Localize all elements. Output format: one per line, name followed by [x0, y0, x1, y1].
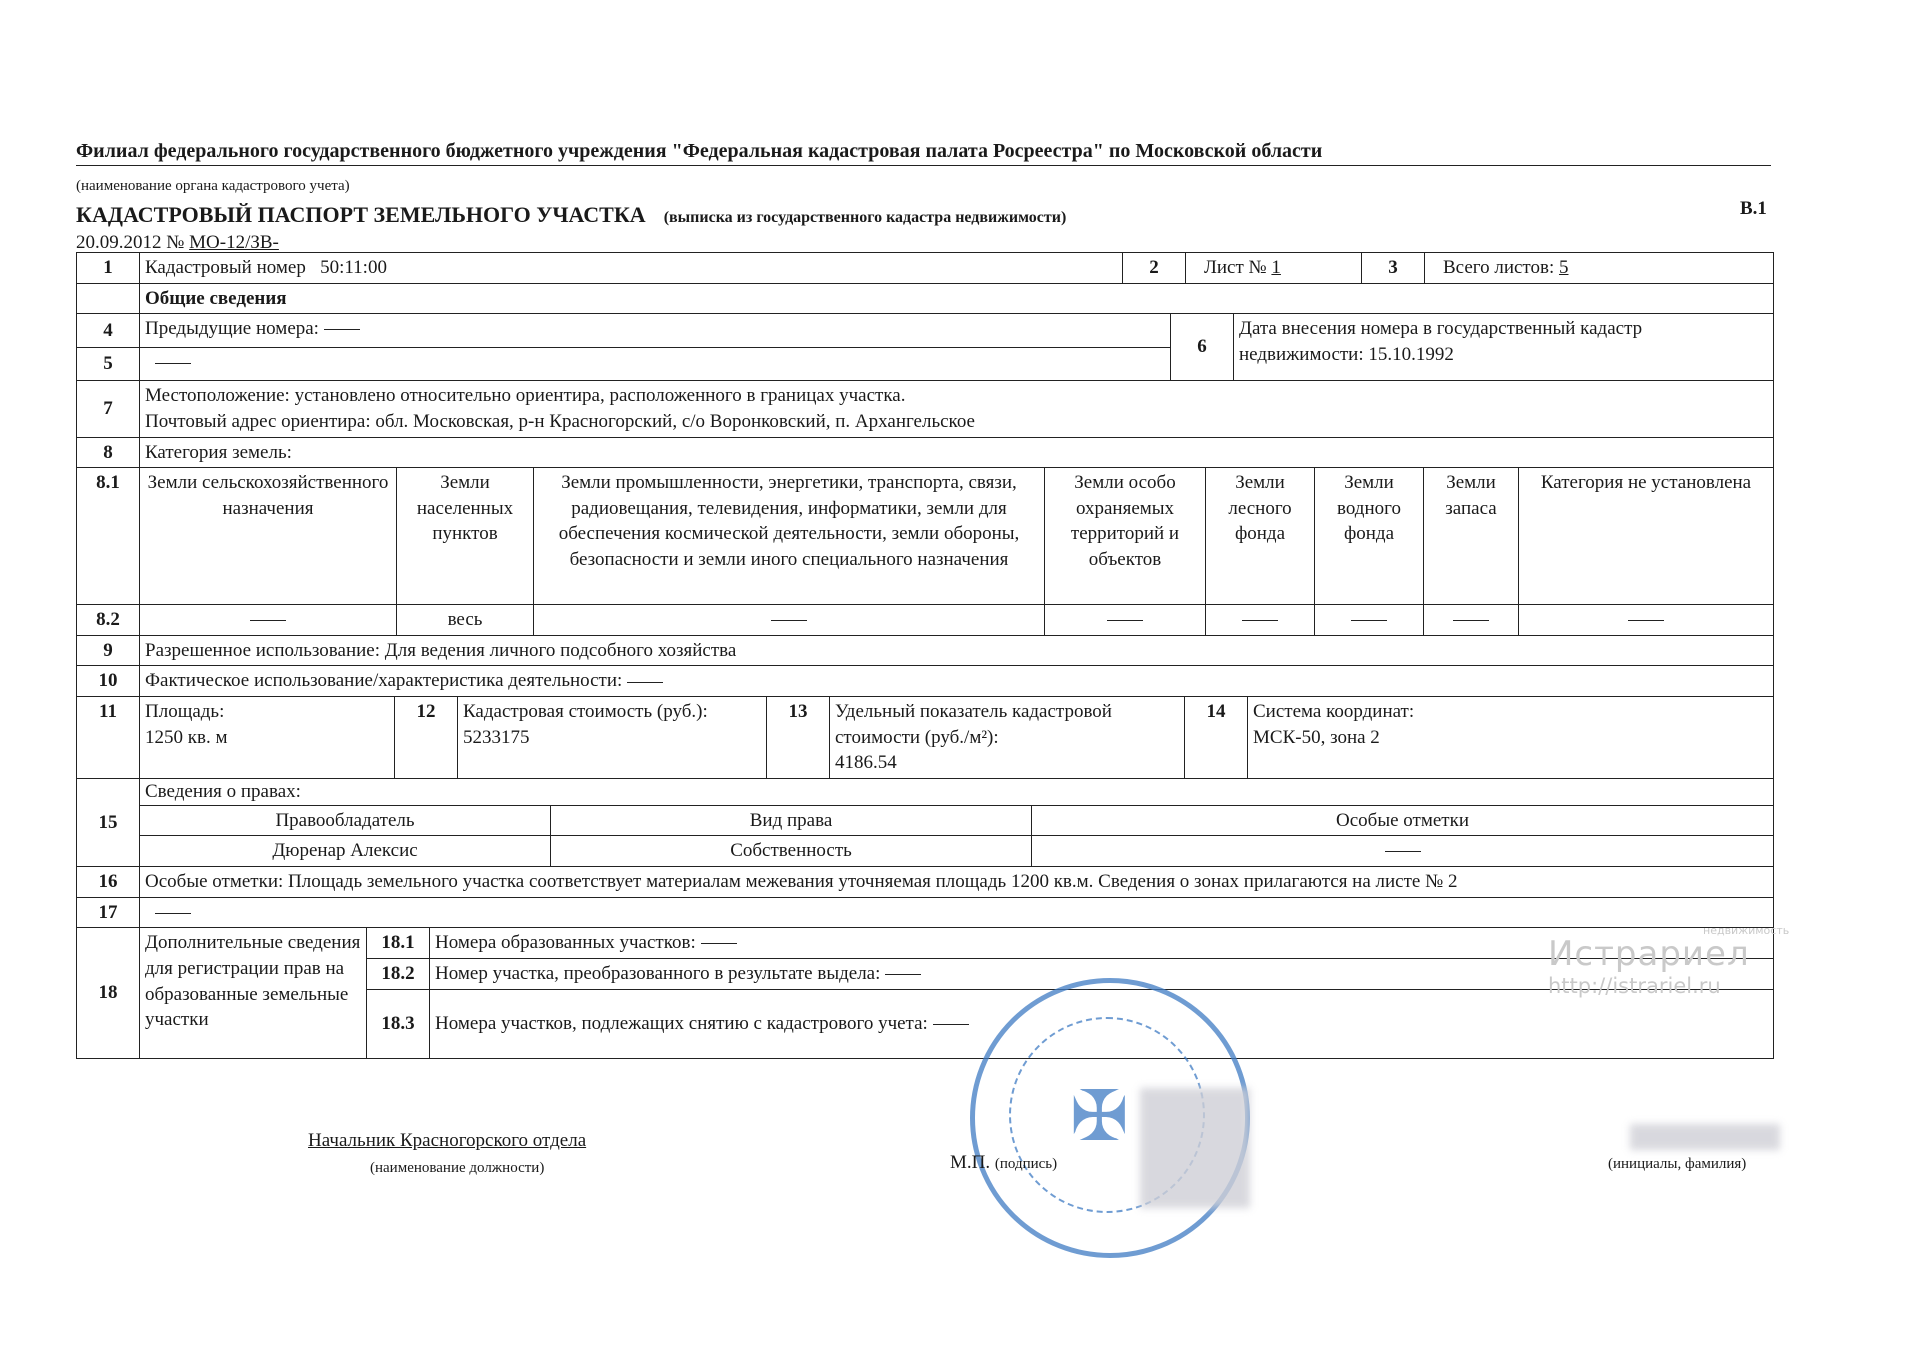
form-code: В.1	[1740, 198, 1767, 219]
additional-info-label: Дополнительные сведения для регистрации прав на образованные земельные участки	[140, 928, 367, 1057]
land-category: Земли промышленности, энергетики, транспорта, связи, радиовещания, телевидения, информатики, земли для обеспечения космической деятельности, земли обороны, безопасности и земли иного специального назначения	[534, 468, 1045, 604]
right-holder: Дюренар Алексис	[140, 836, 551, 866]
row-8-1: 8.1 Земли сельскохозяйственного назначения Земли населенных пунктов Земли промышленности, энергетики, транспорта, связи, радиовещания, телевидения, информатики, земли для обеспечения космической деятельности, земли обороны, безопасности и земли иного специального назначения Земли особо охраняемых территорий и объектов Земли лесного фонда Земли водного фонда Земли запаса Категория не установлена	[77, 468, 1774, 605]
cadastral-cost: 5233175	[463, 726, 530, 748]
row-18: 18 Дополнительные сведения для регистрации прав на образованные земельные участки 18.1 Номера образованных участков: 18.2 Номер участка, преобразованного в результате выдела: 18.3 Номера участков, подлежащих снятию с кадастрового учета:	[77, 928, 1774, 1058]
land-category: Земли водного фонда	[1315, 468, 1424, 604]
signer-position: Начальник Красногорского отдела	[308, 1130, 587, 1151]
postal-address: Почтовый адрес ориентира: обл. Московская, р-н Красногорский, с/о Воронковский, п. Архангельское	[145, 410, 975, 432]
row-5: 5	[77, 347, 1774, 381]
signature-redacted	[1140, 1088, 1250, 1208]
coordinate-system: МСК-50, зона 2	[1253, 726, 1380, 748]
land-category: Земли сельскохозяйственного назначения	[140, 468, 397, 604]
organization-caption: (наименование органа кадастрового учета)	[76, 178, 350, 194]
row-7: 7 Местоположение: установлено относительно ориентира, расположенного в границах участка. Почтовый адрес ориентира: обл. Московская, р-н Красногорский, с/о Воронковский, п. Архангельское	[77, 381, 1774, 437]
row-16: 16 Особые отметки: Площадь земельного участка соответствует материалам межевания уточняемая площадь 1200 кв.м. Сведения о зонах прилагаются на листе № 2	[77, 866, 1774, 897]
official-seal: ✠	[970, 978, 1250, 1258]
row-4: 4 Предыдущие номера: 6 Дата внесения номера в государственный кадастр недвижимости: 15.10.1992	[77, 314, 1774, 348]
specific-cost: 4186.54	[835, 752, 897, 774]
cadastral-number: 50:11:00	[320, 257, 387, 278]
seal-place: М.П. (подпись)	[950, 1152, 1058, 1173]
land-category: Земли населенных пунктов	[397, 468, 534, 604]
category-value: весь	[397, 605, 534, 635]
right-type: Собственность	[551, 836, 1032, 866]
area-value: 1250 кв. м	[145, 726, 228, 748]
position-caption: (наименование должности)	[370, 1160, 545, 1176]
initials-caption: (инициалы, фамилия)	[1608, 1156, 1747, 1172]
special-notes: Особые отметки: Площадь земельного участка соответствует материалам межевания уточняемая площадь 1200 кв.м. Сведения о зонах прилагаются на листе № 2	[140, 866, 1774, 897]
general-info-heading: Общие сведения	[140, 283, 1774, 314]
name-redacted	[1630, 1124, 1780, 1150]
row-17: 17	[77, 897, 1774, 928]
watermark: недвижимость Истрариел http://istrariel.ru	[1548, 924, 1790, 998]
organization-name: Филиал федерального государственного бюджетного учреждения "Федеральная кадастровая палата Росреестра" по Московской области	[76, 140, 1771, 166]
row-8: 8 Категория земель:	[77, 437, 1774, 468]
passport-table	[76, 252, 1790, 1059]
document-number: МО-12/ЗВ-	[189, 232, 279, 253]
document-title: КАДАСТРОВЫЙ ПАСПОРТ ЗЕМЕЛЬНОГО УЧАСТКА (выписка из государственного кадастра недвижимости)	[76, 202, 1067, 227]
land-category: Категория не установлена	[1540, 472, 1752, 494]
row-9: 9 Разрешенное использование: Для ведения личного подсобного хозяйства	[77, 635, 1774, 666]
document-subtitle: (выписка из государственного кадастра недвижимости)	[663, 209, 1067, 226]
land-category: Земли лесного фонда	[1206, 468, 1315, 604]
row-15: 15 Сведения о правах: Правообладатель Вид права Особые отметки Дюренар Алексис Собственность	[77, 779, 1774, 867]
row-1: 1 Кадастровый номер 50:11:00 2 Лист № 1 3 Всего листов: 5	[77, 253, 1774, 284]
land-category: Земли особо охраняемых территорий и объектов	[1045, 468, 1206, 604]
row-11: 11 Площадь: 1250 кв. м 12 Кадастровая стоимость (руб.): 5233175 13 Удельный показатель кадастровой стоимости (руб./м²): 4186.54 14 Система координат: МСК-50, зона 2	[77, 697, 1774, 779]
land-category: Земли запаса	[1424, 468, 1519, 604]
registration-date: Дата внесения номера в государственный кадастр недвижимости: 15.10.1992	[1239, 318, 1643, 365]
document-date: 20.09.2012 № МО-12/ЗВ-	[76, 232, 279, 253]
row-10: 10 Фактическое использование/характеристика деятельности:	[77, 666, 1774, 697]
permitted-use: Разрешенное использование: Для ведения личного подсобного хозяйства	[140, 635, 1774, 666]
row-8-2: 8.2 весь	[77, 605, 1774, 636]
